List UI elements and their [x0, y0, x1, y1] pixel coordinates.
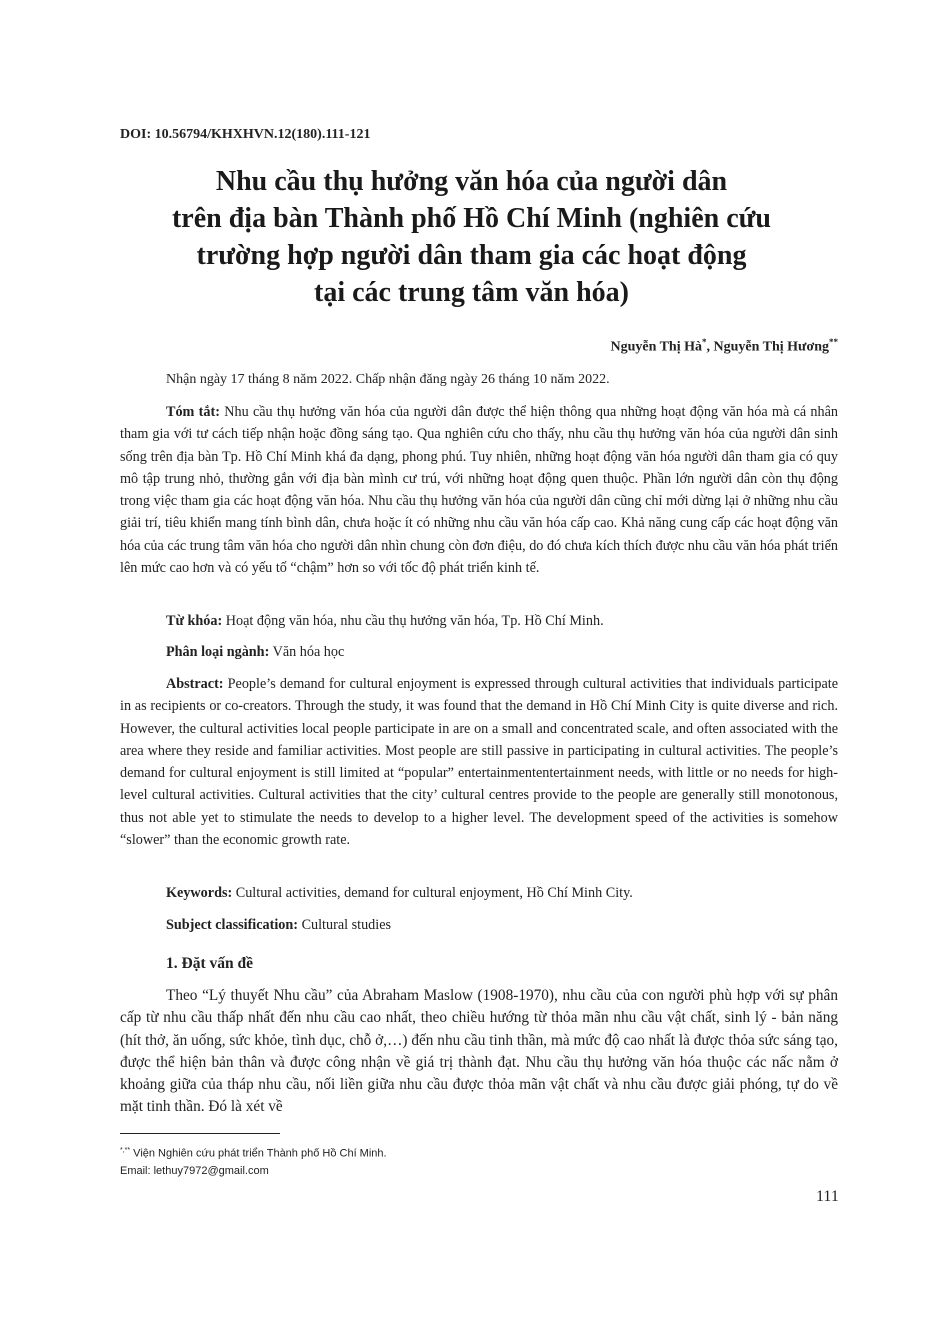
doi: DOI: 10.56794/KHXHVN.12(180).111-121 — [120, 127, 371, 142]
page-number: 111 — [816, 1188, 839, 1205]
keywords-text: Cultural activities, demand for cultural enjoyment, Hồ Chí Minh City. — [232, 885, 633, 901]
title-line: Nhu cầu thụ hưởng văn hóa của người dân — [215, 166, 728, 197]
title-line: trường hợp người dân tham gia các hoạt động — [196, 240, 747, 271]
classification-label: Phân loại ngành: — [166, 644, 270, 660]
keywords-label: Keywords: — [166, 885, 233, 901]
section-heading: 1. Đặt vấn đề — [166, 955, 253, 972]
title-line: trên địa bàn Thành phố Hồ Chí Minh (nghiên cứu — [171, 203, 772, 234]
english-classification — [120, 914, 838, 936]
author-separator: , — [706, 339, 714, 355]
abstract-label: Tóm tắt: — [166, 404, 220, 420]
footnote-affiliation: Viện Nghiên cứu phát triển Thành phố Hồ Chí Minh. — [130, 1147, 387, 1160]
classification-label: Subject classification: — [166, 917, 299, 933]
title-line: tại các trung tâm văn hóa) — [314, 277, 629, 308]
article-title — [120, 163, 823, 311]
author-2-mark: ** — [829, 337, 838, 347]
abstract-text: Nhu cầu thụ hưởng văn hóa của người dân được thể hiện thông qua những hoạt động văn hóa mà cá nhân tham gia với tư cách tiếp nhận hoặc đồng sáng tạo. Qua nghiên cứu cho thấy, nhu cầu thụ hưởng văn hóa của người dân sinh sống trên địa bàn Tp. Hồ Chí Minh khá đa dạng, phong phú. Tuy nhiên, những hoạt động văn hóa người dân tham gia có quy mô tập trung nhỏ, thường gắn với địa bàn mình cư trú, với những hoạt động quen thuộc. Phần lớn người dân còn thụ động trong việc tham gia các hoạt động văn hóa. Nhu cầu thụ hưởng văn hóa của người dân cũng chỉ mới dừng lại ở những nhu cầu giải trí, tiêu khiển mang tính bình dân, chưa hoặc ít có những nhu cầu văn hóa cấp cao. Khả năng cung cấp các hoạt động văn hóa của các trung tâm văn hóa cho người dân nhìn chung còn đơn điệu, do đó chưa kích thích được nhu cầu văn hóa phát triển lên mức cao hơn và có yếu tố “chậm” hơn so với tốc độ phát triển kinh tế. — [120, 404, 838, 577]
authors — [610, 337, 838, 356]
classification-text: Cultural studies — [298, 917, 392, 933]
classification-text: Văn hóa học — [269, 644, 345, 660]
vietnamese-keywords — [120, 610, 838, 632]
footnote-marks: *,** — [120, 1147, 131, 1154]
abstract-label: Abstract: — [166, 676, 224, 692]
author-1-mark: * — [702, 337, 707, 347]
english-abstract — [120, 673, 838, 851]
footnote-divider — [120, 1133, 280, 1134]
footnote-email: Email: lethuy7972@gmail.com — [120, 1164, 269, 1177]
keywords-label: Từ khóa: — [166, 613, 223, 629]
vietnamese-classification — [120, 641, 838, 663]
english-keywords — [120, 882, 838, 904]
abstract-text: People’s demand for cultural enjoyment is expressed through cultural activities that individuals participate in as recipients or co-creators. Through the study, it was found that the demand in Hồ Chí Minh City is quite diverse and rich. However, the cultural activities local people participate in are on a small and concentrated scale, and often associated with the area where they reside and familiar activities. Most people are still passive in participating in cultural activities. The people’s demand for cultural enjoyment is still limited at “popular” entertainmententertainment needs, with little or no needs for high-level cultural activities. Cultural activities that the city’ cultural centres provide to the people are generally still monotonous, thus not able yet to stimulate the needs to develop to a higher level. The development speed of the activities is somehow “slower” than the economic growth rate. — [120, 676, 838, 849]
vietnamese-abstract — [120, 401, 838, 579]
author-1: Nguyễn Thị Hà — [610, 339, 702, 355]
section-body: Theo “Lý thuyết Nhu cầu” của Abraham Maslow (1908-1970), nhu cầu của con người phù hợp với sự phân cấp từ nhu cầu thấp nhất đến nhu cầu cao nhất, theo chiều hướng từ thỏa mãn nhu cầu vật chất, sinh lý - bản năng (hít thở, ăn uống, sức khỏe, tình dục, chỗ ở,…) đến nhu cầu tinh thần, mà mức độ cao nhất là được thỏa sức sáng tạo, được thể hiện bản thân và được công nhận về giá trị thành đạt. Nhu cầu thụ hưởng văn hóa thuộc các nấc nằm ở khoảng giữa của tháp nhu cầu, nối liền giữa nhu cầu được thỏa mãn vật chất và nhu cầu được giải phóng, tự do về mặt tinh thần. Đó là xét về — [120, 987, 838, 1116]
footnote — [120, 1142, 387, 1180]
author-2: Nguyễn Thị Hương — [713, 339, 829, 355]
keywords-text: Hoạt động văn hóa, nhu cầu thụ hưởng văn hóa, Tp. Hồ Chí Minh. — [222, 613, 604, 629]
received-dates: Nhận ngày 17 tháng 8 năm 2022. Chấp nhận đăng ngày 26 tháng 10 năm 2022. — [166, 372, 610, 387]
